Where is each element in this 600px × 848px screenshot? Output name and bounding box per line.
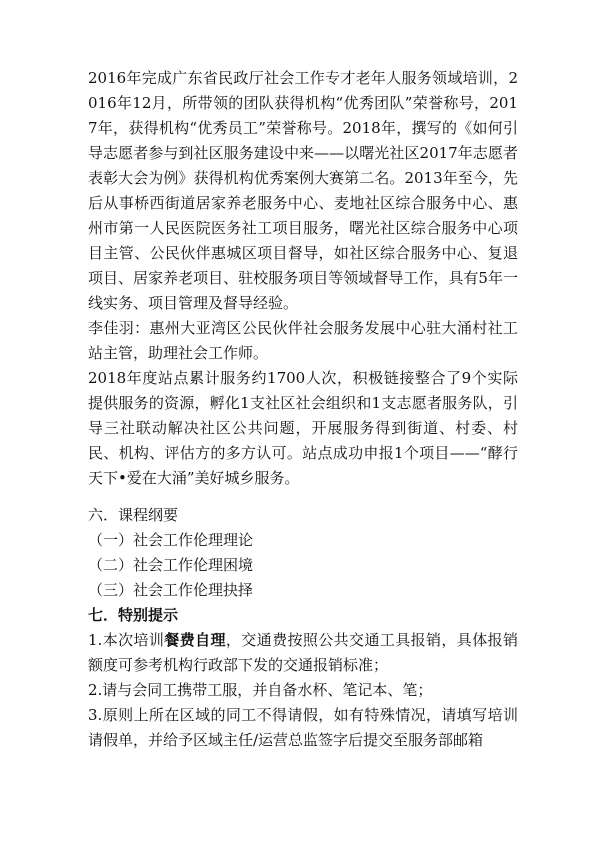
syllabus-item: （一）社会工作伦理理论 [88, 531, 254, 549]
syllabus-title: 六．课程纲要 [88, 506, 179, 524]
note-item-2: 2.请与会同工携带工服，并自备水杯、笔记本、笔； [88, 681, 433, 699]
note-item-1 [88, 628, 518, 678]
intro-paragraph-1: 2016年完成广东省民政厅社会工作专才老年人服务领域培训，2016年12月，所带领的团队获得机构“优秀团队”荣誉称号，2017年，获得机构“优秀员工”荣誉称号。2018年，撰写的《如何引导志愿者参与到社区服务建设中来——以曙光社区2017年志愿者表彰大会为例》获得机构优秀案例大赛第二名。2013年至今，先后从事桥西街道居家养老服务中心、麦地社区综合服务中心、惠州市第一人民医院医务社工项目服务，曙光社区综合服务中心项目主管、公民伙伴惠城区项目督导，如社区综合服务中心、复退项目、居家养老项目、驻校服务项目等领域督导工作，具有5年一线实务、项目管理及督导经验。 [88, 69, 518, 312]
notes-title: 七．特别提示 [88, 606, 179, 624]
note-item-1-emphasis: 餐费自理 [164, 631, 226, 649]
intro-paragraph-2: 李佳羽：惠州大亚湾区公民伙伴社会服务发展中心驻大涌村社工站主管，助理社会工作师。 [88, 319, 518, 362]
syllabus-item: （二）社会工作伦理困境 [88, 556, 254, 574]
syllabus-section [88, 503, 518, 603]
syllabus-item: （三）社会工作伦理抉择 [88, 581, 254, 599]
note-item-3: 3.原则上所在区域的同工不得请假，如有特殊情况，请填写培训请假单，并给予区域主任/运营总监签字后提交至服务部邮箱 [88, 706, 518, 749]
note-item-1-suffix: ，交通费按照公共交通工具报销，具体报销额度可参考机构行政部下发的交通报销标准； [88, 631, 518, 674]
note-item-1-prefix: 1.本次培训 [88, 631, 165, 649]
document-page [88, 66, 518, 753]
intro-paragraph-3: 2018年度站点累计服务约1700人次，积极链接整合了9个实际提供服务的资源，孵化1支社区社会组织和1支志愿者服务队，引导三社联动解决社区公共问题，开展服务得到街道、村委、村民、机构、评估方的多方认可。站点成功申报1个项目——“酵行天下•爱在大涌”美好城乡服务。 [88, 369, 518, 487]
notes-section [88, 603, 518, 753]
